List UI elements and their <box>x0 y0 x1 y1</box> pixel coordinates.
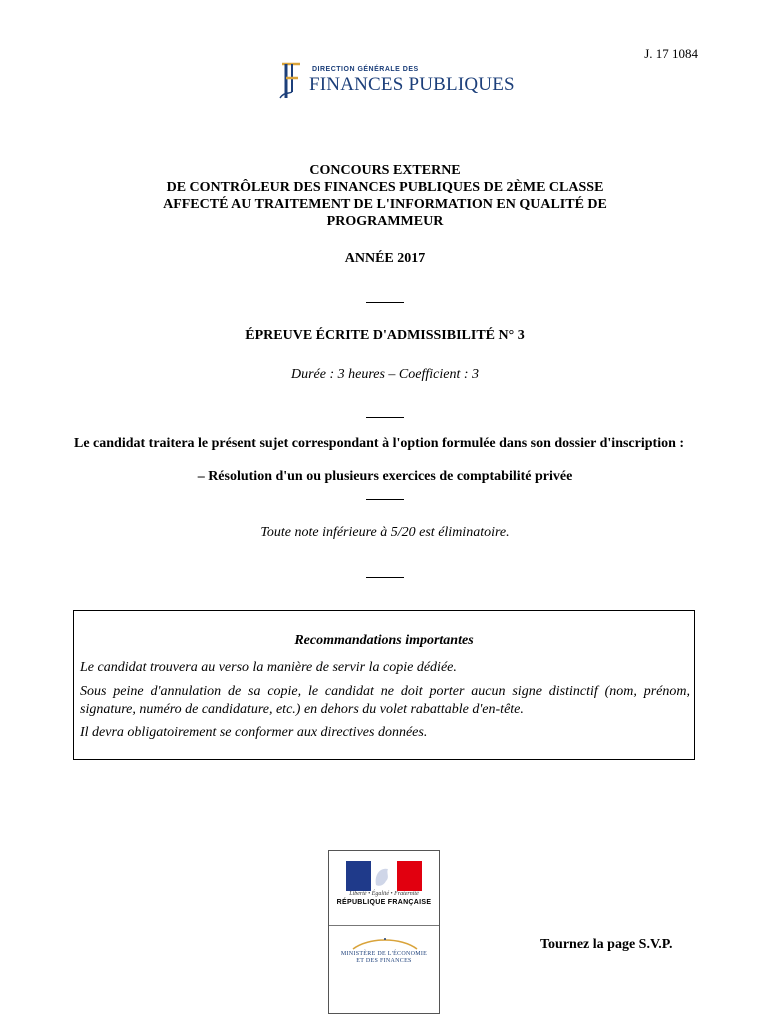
exam-epreuve: ÉPREUVE ÉCRITE D'ADMISSIBILITÉ N° 3 <box>245 328 525 343</box>
separator-rule <box>366 302 404 303</box>
government-logo-block <box>328 850 440 1014</box>
logo-line-direction: DIRECTION GÉNÉRALE DES <box>312 66 419 73</box>
dgfip-logo <box>278 62 518 102</box>
recommendations-box <box>73 610 695 760</box>
title-line: CONCOURS EXTERNE <box>309 163 461 178</box>
title-line: PROGRAMMEUR <box>326 214 444 229</box>
republic-name: RÉPUBLIQUE FRANÇAISE <box>336 899 432 906</box>
dgfip-f-logo-icon <box>278 62 306 100</box>
logo-divider <box>329 925 439 926</box>
separator-rule <box>366 577 404 578</box>
logo-line-finances: FINANCES PUBLIQUES <box>309 74 515 95</box>
exam-title <box>0 162 770 230</box>
separator-rule <box>366 417 404 418</box>
exam-year: ANNÉE 2017 <box>344 251 426 266</box>
title-line: AFFECTÉ AU TRAITEMENT DE L'INFORMATION EN QUALITÉ DE <box>163 197 607 212</box>
recommendation-paragraph: Sous peine d'annulation de sa copie, le candidat ne doit porter aucun signe distinctif (nom, prénom, signature, numéro de candidature, etc.) en dehors du volet rabattable d'en-tête. <box>80 684 690 717</box>
eliminatory-note: Toute note inférieure à 5/20 est éliminatoire. <box>260 525 510 540</box>
ministry-name <box>329 951 439 965</box>
turn-page-note: Tournez la page S.V.P. <box>540 937 673 952</box>
recommendations-title: Recommandations importantes <box>294 633 474 648</box>
republic-motto: Liberté • Égalité • Fraternité <box>349 891 419 897</box>
candidate-instruction: Le candidat traitera le présent sujet correspondant à l'option formulée dans son dossier d'inscription : <box>74 436 685 451</box>
ministry-line: MINISTÈRE DE L'ÉCONOMIE <box>340 951 428 957</box>
exam-duration: Durée : 3 heures – Coefficient : 3 <box>290 367 480 382</box>
marianne-flag-icon <box>346 861 422 891</box>
recommendation-paragraph: Le candidat trouvera au verso la manière de servir la copie dédiée. <box>80 660 457 675</box>
separator-rule <box>366 499 404 500</box>
exam-option: – Résolution d'un ou plusieurs exercices de comptabilité privée <box>197 469 573 484</box>
title-line: DE CONTRÔLEUR DES FINANCES PUBLIQUES DE 2ÈME CLASSE <box>166 180 604 195</box>
ministry-line: ET DES FINANCES <box>356 958 412 964</box>
document-reference: J. 17 1084 <box>644 46 698 61</box>
recommendation-paragraph: Il devra obligatoirement se conformer aux directives données. <box>80 725 428 740</box>
ministry-arc-icon <box>349 935 421 951</box>
